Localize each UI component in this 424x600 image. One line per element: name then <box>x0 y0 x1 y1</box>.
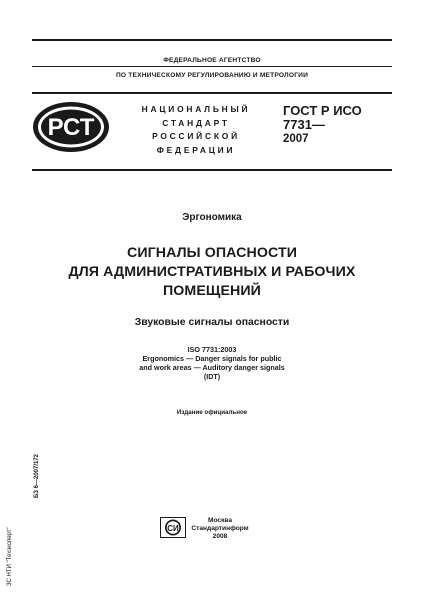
header-rule <box>32 92 392 94</box>
national-line: НАЦИОНАЛЬНЫЙ <box>141 104 251 114</box>
agency-line-2: ПО ТЕХНИЧЕСКОМУ РЕГУЛИРОВАНИЮ И МЕТРОЛОГИИ <box>115 72 309 79</box>
source-note: ЗС НТИ "Техэксперт" <box>7 527 13 586</box>
main-title-line: ПОМЕЩЕНИЙ <box>163 283 261 299</box>
agency-line-1: ФЕДЕРАЛЬНОЕ АГЕНТСТВО <box>163 57 261 64</box>
header-bottom-rule <box>32 169 392 171</box>
iso-line: (IDT) <box>203 372 221 381</box>
main-title-line: СИГНАЛЫ ОПАСНОСТИ <box>126 245 298 261</box>
iso-line: Ergonomics — Danger signals for public <box>142 354 282 363</box>
main-title <box>32 244 392 301</box>
rst-logo-letters: РСТ <box>47 114 95 141</box>
national-standard-label <box>120 103 272 157</box>
catalog-number: БЗ 6—2007/172 <box>34 453 40 498</box>
publisher-year: 2008 <box>212 532 228 540</box>
national-line: РОССИЙСКОЙ <box>152 131 240 141</box>
standard-designation <box>283 104 362 146</box>
iso-line: and work areas — Auditory danger signals <box>139 363 285 372</box>
publisher-name: Стандартинформ <box>191 524 249 532</box>
edition-label: Издание официальное <box>176 409 248 416</box>
subtitle: Звуковые сигналы опасности <box>134 317 290 328</box>
rst-logo-icon <box>32 101 110 153</box>
national-line: СТАНДАРТ <box>162 117 230 128</box>
standartinform-logo-icon <box>160 517 186 538</box>
national-line: ФЕДЕРАЦИИ <box>156 144 236 155</box>
iso-line: ISO 7731:2003 <box>187 345 237 354</box>
iso-reference <box>32 345 392 381</box>
publisher-logo <box>160 517 186 538</box>
publisher-city: Москва <box>207 517 233 524</box>
top-rule <box>32 39 392 41</box>
publisher-info <box>190 517 250 540</box>
rst-logo <box>32 101 110 153</box>
designation-line-2: 7731— <box>283 117 325 132</box>
agency-divider <box>32 66 392 67</box>
main-title-line: ДЛЯ АДМИНИСТРАТИВНЫХ И РАБОЧИХ <box>68 264 356 280</box>
topic-title: Эргономика <box>182 212 242 223</box>
designation-year: 2007 <box>283 133 309 145</box>
publisher-logo-letters: СИ <box>167 523 179 533</box>
designation-line-1: ГОСТ Р ИСО <box>283 103 362 118</box>
